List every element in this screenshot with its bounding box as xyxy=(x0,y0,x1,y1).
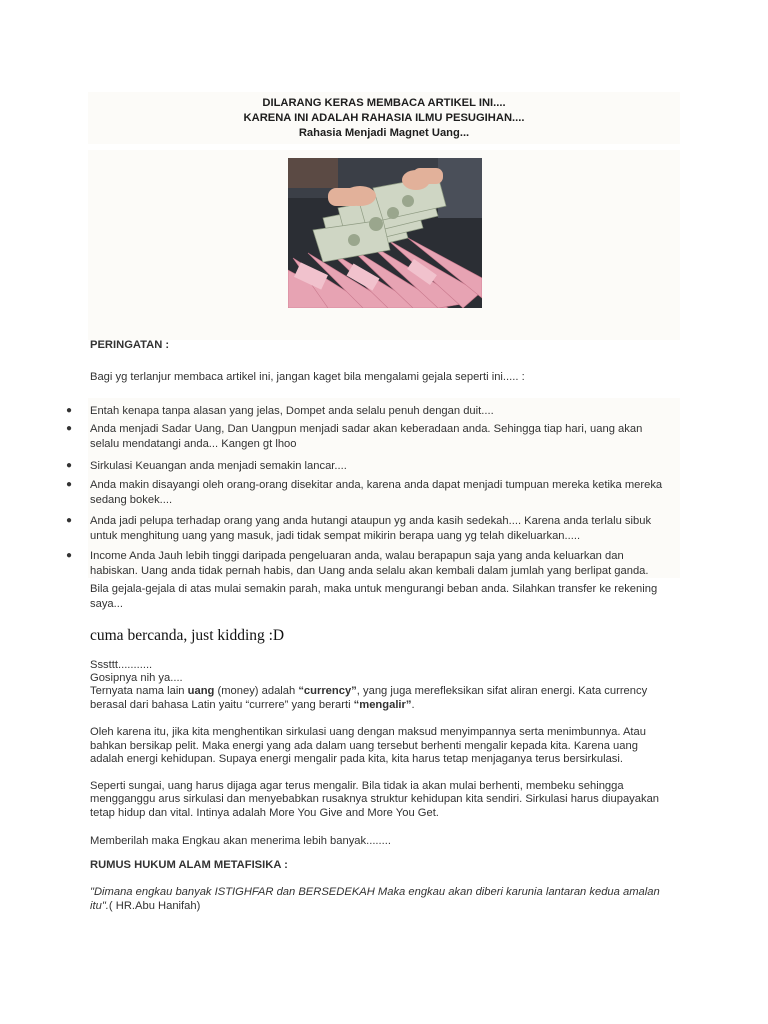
bullet-item: Entah kenapa tanpa alasan yang jelas, Dompet anda selalu penuh dengan duit.... xyxy=(90,405,494,417)
text-run: (money) adalah xyxy=(214,685,299,697)
whisper-line: Gosipnya nih ya.... xyxy=(90,672,183,684)
bullet-item-continuation: habiskan. Uang anda tidak pernah habis, dan Uang anda selalu akan kembali dalam jumlah yang berlipat ganda. xyxy=(90,565,649,577)
transfer-note-continuation: saya... xyxy=(90,598,123,610)
paragraph-line: tetap hidup dan vital. Intinya adalah More You Give and More You Get. xyxy=(90,807,439,819)
text-run: Ternyata nama lain xyxy=(90,685,188,697)
bullet-item: Income Anda Jauh lebih tinggi daripada pengeluaran anda, walau berapapun saja yang anda keluarkan dan xyxy=(90,550,624,562)
bullet-item: Anda makin disayangi oleh orang-orang disekitar anda, karena anda dapat menjadi tumpuan mereka ketika mereka xyxy=(90,479,663,491)
bullet-item-continuation: untuk menghitung uang yang masuk, jadi tidak sempat mikirin berapa uang yg telah dikeluarkan..... xyxy=(90,530,581,542)
law-heading: RUMUS HUKUM ALAM METAFISIKA : xyxy=(90,859,288,871)
currency-paragraph-line xyxy=(90,684,680,698)
paragraph-line: Seperti sungai, uang harus dijaga agar terus mengalir. Bila tidak ia akan mulai berhenti, membeku sehingga xyxy=(90,780,624,792)
text-run: . xyxy=(411,699,415,711)
warning-intro: Bagi yg terlanjur membaca artikel ini, jangan kaget bila mengalami gejala seperti ini..... : xyxy=(90,371,525,383)
bullet-item: Anda jadi pelupa terhadap orang yang anda hutangi ataupun yg anda kasih sedekah.... Karena anda terlalu sibuk xyxy=(90,515,652,527)
term-currency: “currency” xyxy=(298,685,357,697)
currency-paragraph-line xyxy=(90,698,680,712)
term-uang: uang xyxy=(187,685,215,697)
hadith-source: ( HR.Abu Hanifah) xyxy=(108,900,201,912)
bullet-marker: ● xyxy=(66,550,73,561)
bullet-marker: ● xyxy=(66,423,73,434)
text-run: berasal dari bahasa Latin yaitu “currere” yang berarti xyxy=(90,699,354,711)
warning-heading: PERINGATAN : xyxy=(90,339,170,351)
whisper-line: Sssttt........... xyxy=(90,659,153,671)
bullet-marker: ● xyxy=(66,460,73,471)
hadith-quote-continuation xyxy=(90,899,680,913)
bullet-marker: ● xyxy=(66,405,73,416)
term-mengalir: “mengalir” xyxy=(353,699,412,711)
headline-secret: KARENA INI ADALAH RAHASIA ILMU PESUGIHAN.... xyxy=(243,112,525,124)
transfer-note: Bila gejala-gejala di atas mulai semakin parah, maka untuk mengurangi beban anda. Silahkan transfer ke rekening xyxy=(90,583,658,595)
bullet-item: Sirkulasi Keuangan anda menjadi semakin lancar.... xyxy=(90,460,347,472)
paragraph-line: Oleh karena itu, jika kita menghentikan sirkulasi uang dengan maksud menyimpannya serta menimbunnya. Atau xyxy=(90,726,646,738)
money-counting-photo xyxy=(288,158,482,308)
paragraph-line: Memberilah maka Engkau akan menerima lebih banyak........ xyxy=(90,835,391,847)
hadith-quote: "Dimana engkau banyak ISTIGHFAR dan BERSEDEKAH Maka engkau akan diberi karunia lantaran kedua amalan xyxy=(90,886,660,898)
bullet-item: Anda menjadi Sadar Uang, Dan Uangpun menjadi sadar akan keberadaan anda. Sehingga tiap hari, uang akan xyxy=(90,423,643,435)
bullet-marker: ● xyxy=(66,479,73,490)
bullet-item-continuation: selalu mendatangi anda... Kangen gt lhoo xyxy=(90,438,297,450)
paragraph-line: bahkan bersikap pelit. Maka energi yang ada dalam uang tersebut berhenti mengalir kepada kita. Karena uang xyxy=(90,740,638,752)
bullet-item-continuation: sedang bokek.... xyxy=(90,494,173,506)
headline-warning: DILARANG KERAS MEMBACA ARTIKEL INI.... xyxy=(262,97,506,109)
paragraph-line: mengganggu arus sirkulasi dan menyebabkan rusaknya struktur kehidupan kita sendiri. Sirkulasi harus diupayakan xyxy=(90,793,660,805)
headline-subtitle: Rahasia Menjadi Magnet Uang... xyxy=(298,127,470,139)
text-run: , yang juga merefleksikan sifat aliran energi. Kata currency xyxy=(356,685,648,697)
joke-line: cuma bercanda, just kidding :D xyxy=(90,627,285,644)
paragraph-line: adalah energi kehidupan. Supaya energi mengalir pada kita, kita harus tetap menjaganya terus bersirkulasi. xyxy=(90,753,623,765)
text-run: itu". xyxy=(90,900,109,912)
bullet-marker: ● xyxy=(66,515,73,526)
